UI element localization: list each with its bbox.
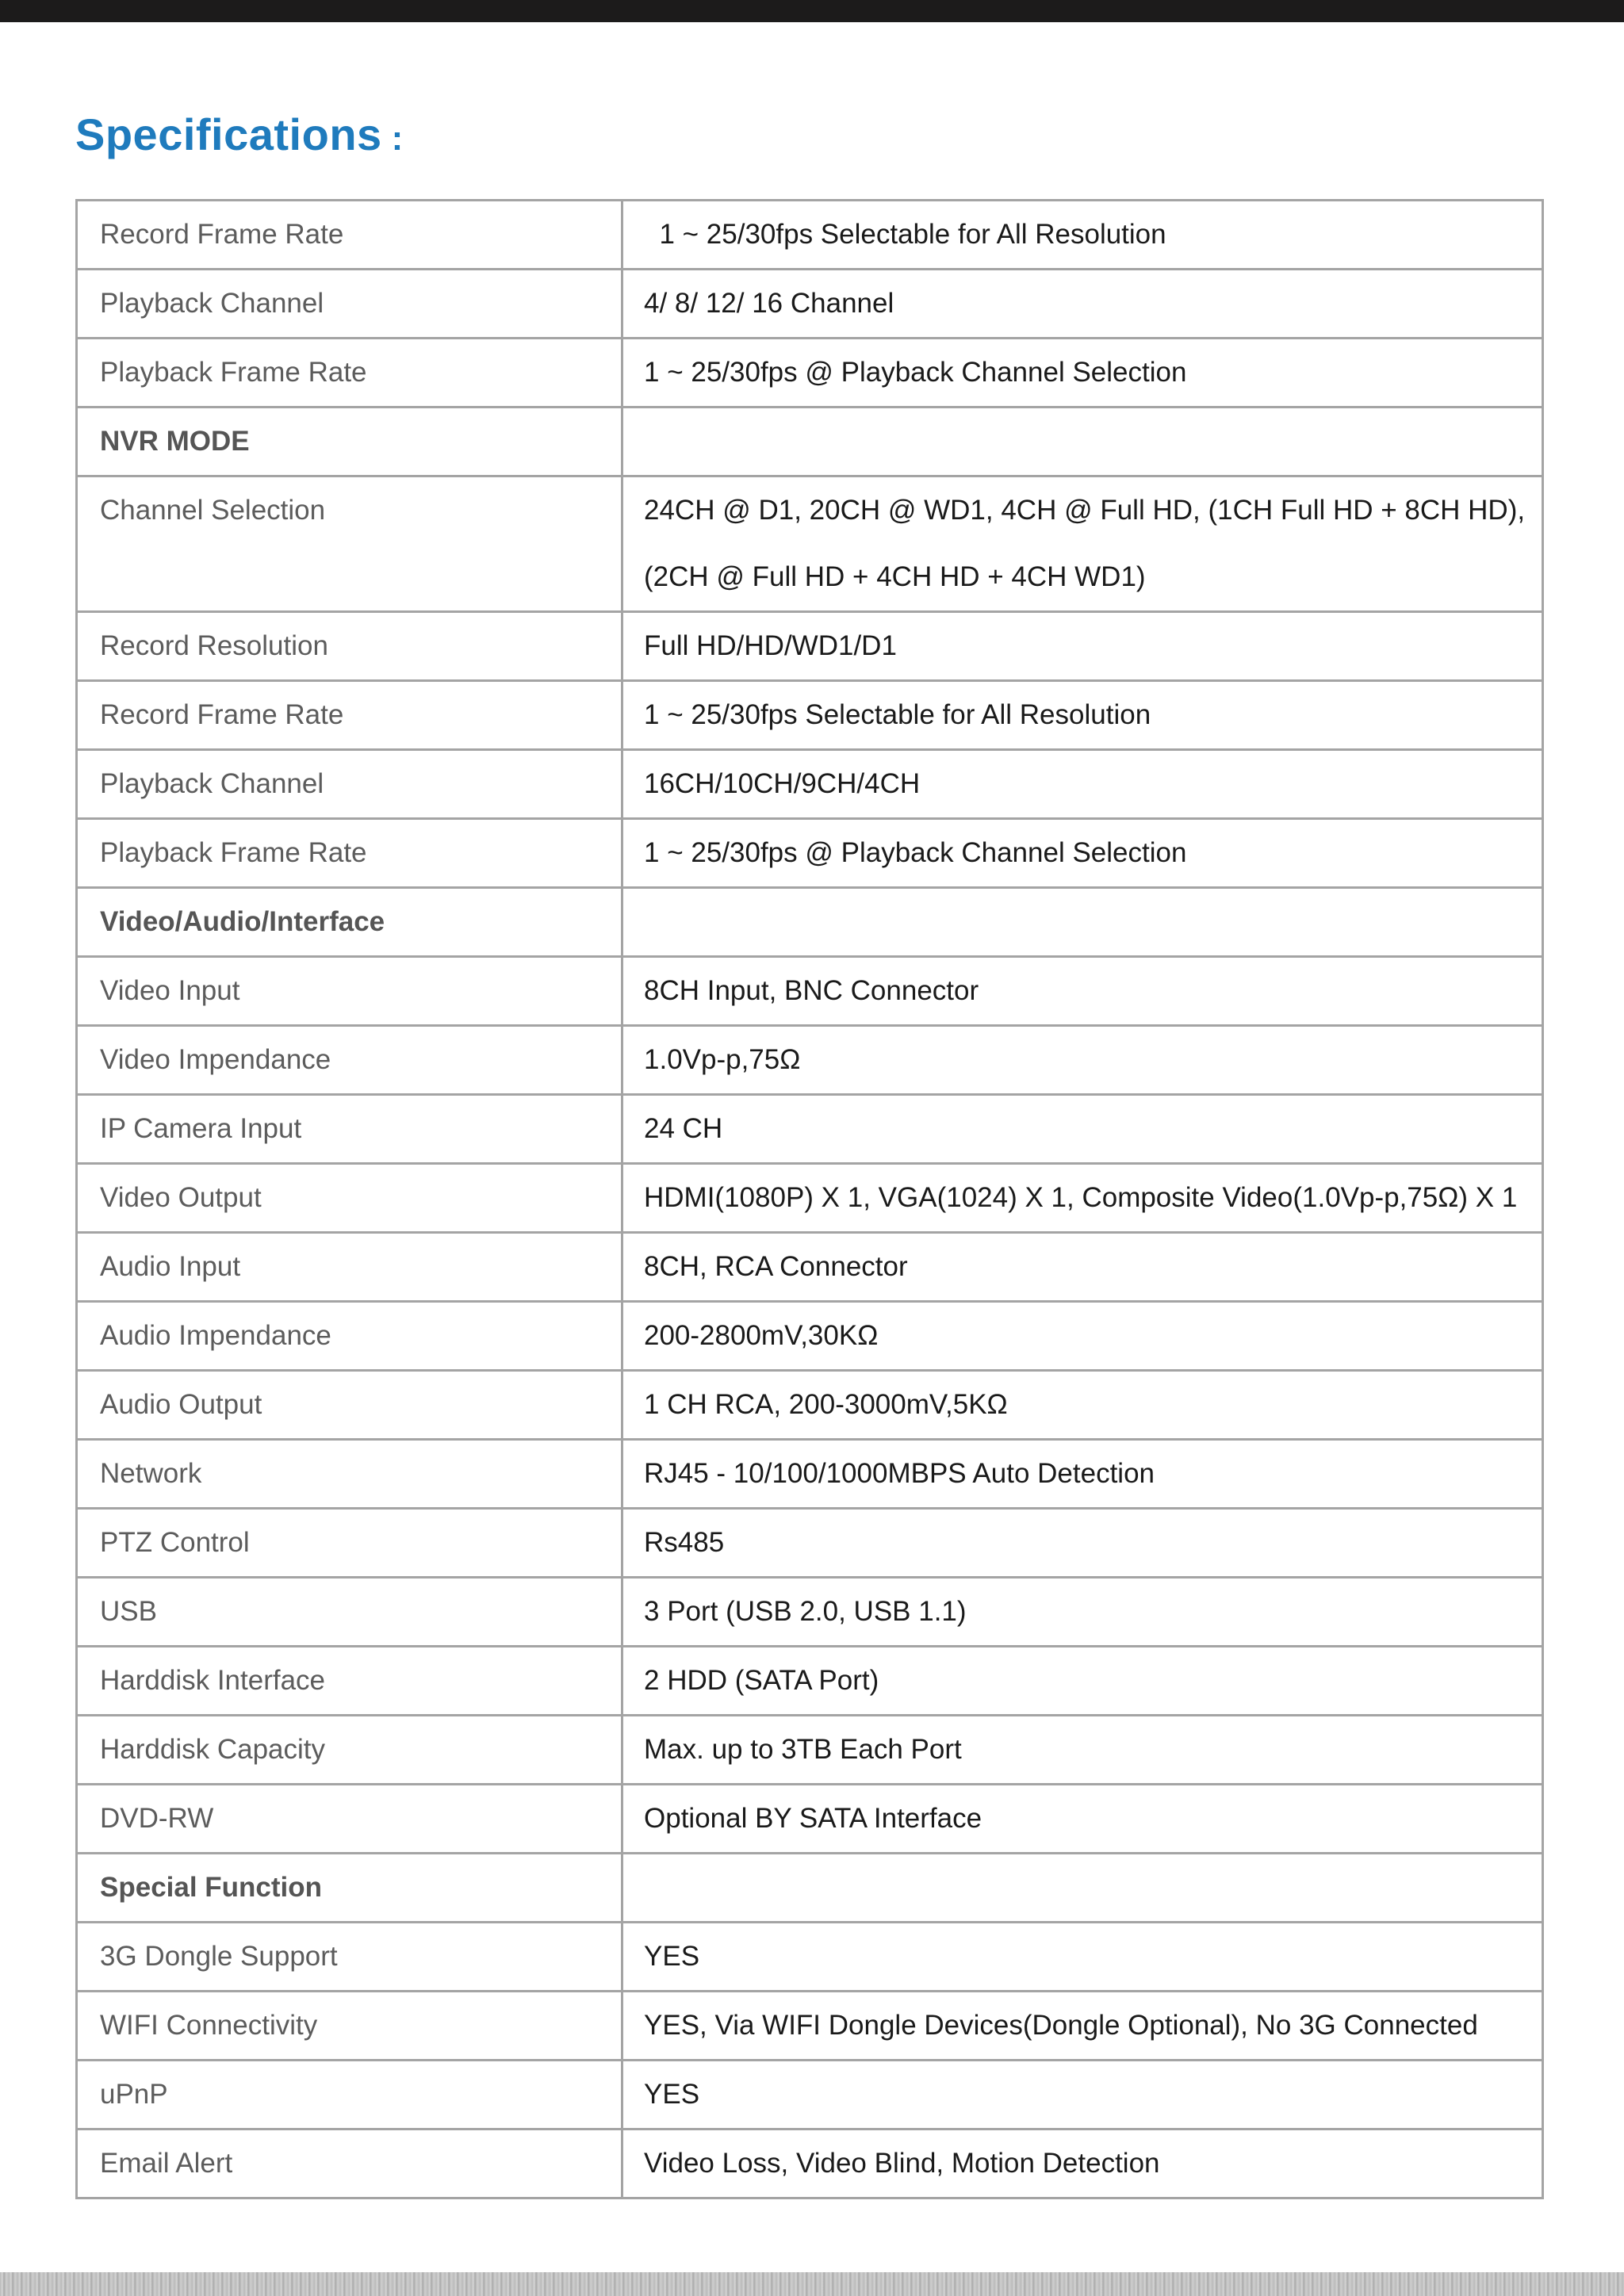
spec-value — [622, 201, 1543, 270]
section-header-row — [77, 408, 1543, 476]
table-row — [77, 1026, 1543, 1095]
spec-label: DVD-RW — [77, 1785, 622, 1854]
spec-label: Network — [77, 1440, 622, 1509]
spec-label: 3G Dongle Support — [77, 1923, 622, 1992]
section-header: NVR MODE — [77, 408, 622, 476]
spec-label: Video Output — [77, 1164, 622, 1233]
table-row — [77, 1095, 1543, 1164]
spec-value: 3 Port (USB 2.0, USB 1.1) — [622, 1578, 1543, 1647]
table-row — [77, 476, 1543, 612]
spec-label: Playback Channel — [77, 750, 622, 819]
spec-label: Record Frame Rate — [77, 681, 622, 750]
section-header: Video/Audio/Interface — [77, 888, 622, 957]
spec-value — [622, 888, 1543, 957]
spec-label: Email Alert — [77, 2130, 622, 2198]
spec-label: USB — [77, 1578, 622, 1647]
page-title-colon: : — [391, 119, 404, 158]
spec-value — [622, 476, 1543, 612]
table-row — [77, 1233, 1543, 1302]
page-title — [75, 105, 404, 168]
spec-label: Video Impendance — [77, 1026, 622, 1095]
spec-label: Playback Frame Rate — [77, 339, 622, 408]
table-row — [77, 957, 1543, 1026]
spec-value: 1.0Vp-p,75Ω — [622, 1026, 1543, 1095]
table-row — [77, 612, 1543, 681]
spec-value: Max. up to 3TB Each Port — [622, 1716, 1543, 1785]
spec-value-line-1: 24CH @ D1, 20CH @ WD1, 4CH @ Full HD, (1CH Full HD + 8CH HD), — [644, 495, 1526, 526]
spec-value — [622, 408, 1543, 476]
table-row — [77, 1992, 1543, 2061]
table-row — [77, 1302, 1543, 1371]
spec-value: YES — [622, 2061, 1543, 2130]
spec-value: 200-2800mV,30KΩ — [622, 1302, 1543, 1371]
table-row — [77, 819, 1543, 888]
table-row — [77, 1578, 1543, 1647]
table-row — [77, 681, 1543, 750]
bottom-decorative-strip — [0, 2272, 1624, 2296]
table-row — [77, 2061, 1543, 2130]
spec-value-line-2: (2CH @ Full HD + 4CH HD + 4CH WD1) — [644, 561, 1146, 592]
spec-value: Rs485 — [622, 1509, 1543, 1578]
table-row — [77, 1647, 1543, 1716]
spec-value — [622, 1854, 1543, 1923]
spec-label: PTZ Control — [77, 1509, 622, 1578]
table-row — [77, 1440, 1543, 1509]
spec-label: Channel Selection — [77, 476, 622, 612]
spec-value: 8CH Input, BNC Connector — [622, 957, 1543, 1026]
spec-label: Video Input — [77, 957, 622, 1026]
spec-label: Audio Impendance — [77, 1302, 622, 1371]
spec-value: Optional BY SATA Interface — [622, 1785, 1543, 1854]
spec-value: RJ45 - 10/100/1000MBPS Auto Detection — [622, 1440, 1543, 1509]
spec-label: Audio Input — [77, 1233, 622, 1302]
spec-value: YES — [622, 1923, 1543, 1992]
spec-value: YES, Via WIFI Dongle Devices(Dongle Optional), No 3G Connected — [622, 1992, 1543, 2061]
table-row — [77, 1716, 1543, 1785]
top-header-bar — [0, 0, 1624, 22]
spec-value: 24 CH — [622, 1095, 1543, 1164]
spec-value: 1 ~ 25/30fps Selectable for All Resolution — [622, 681, 1543, 750]
spec-label: Record Frame Rate — [77, 201, 622, 270]
table-row — [77, 1371, 1543, 1440]
section-header-row — [77, 1854, 1543, 1923]
table-row — [77, 2130, 1543, 2198]
spec-value: 4/ 8/ 12/ 16 Channel — [622, 270, 1543, 339]
spec-value-text: 1 ~ 25/30fps Selectable for All Resolution — [659, 219, 1166, 250]
table-row — [77, 201, 1543, 270]
table-row — [77, 1785, 1543, 1854]
specifications-table — [75, 199, 1544, 2199]
spec-label: Playback Frame Rate — [77, 819, 622, 888]
spec-label: Record Resolution — [77, 612, 622, 681]
spec-value: 1 ~ 25/30fps @ Playback Channel Selection — [622, 339, 1543, 408]
section-header-row — [77, 888, 1543, 957]
page-title-text: Specifications — [75, 109, 382, 159]
spec-label: uPnP — [77, 2061, 622, 2130]
table-row — [77, 1164, 1543, 1233]
section-header: Special Function — [77, 1854, 622, 1923]
table-row — [77, 1509, 1543, 1578]
spec-label: Harddisk Interface — [77, 1647, 622, 1716]
table-row — [77, 339, 1543, 408]
table-row — [77, 750, 1543, 819]
spec-value: HDMI(1080P) X 1, VGA(1024) X 1, Composite Video(1.0Vp-p,75Ω) X 1 — [622, 1164, 1543, 1233]
table-row — [77, 1923, 1543, 1992]
spec-value: 16CH/10CH/9CH/4CH — [622, 750, 1543, 819]
spec-label: Playback Channel — [77, 270, 622, 339]
spec-value: 1 CH RCA, 200-3000mV,5KΩ — [622, 1371, 1543, 1440]
spec-label: IP Camera Input — [77, 1095, 622, 1164]
spec-label: Harddisk Capacity — [77, 1716, 622, 1785]
spec-value: 1 ~ 25/30fps @ Playback Channel Selection — [622, 819, 1543, 888]
spec-value: 2 HDD (SATA Port) — [622, 1647, 1543, 1716]
spec-label: Audio Output — [77, 1371, 622, 1440]
spec-value: 8CH, RCA Connector — [622, 1233, 1543, 1302]
table-row — [77, 270, 1543, 339]
spec-value: Video Loss, Video Blind, Motion Detection — [622, 2130, 1543, 2198]
spec-value: Full HD/HD/WD1/D1 — [622, 612, 1543, 681]
spec-label: WIFI Connectivity — [77, 1992, 622, 2061]
